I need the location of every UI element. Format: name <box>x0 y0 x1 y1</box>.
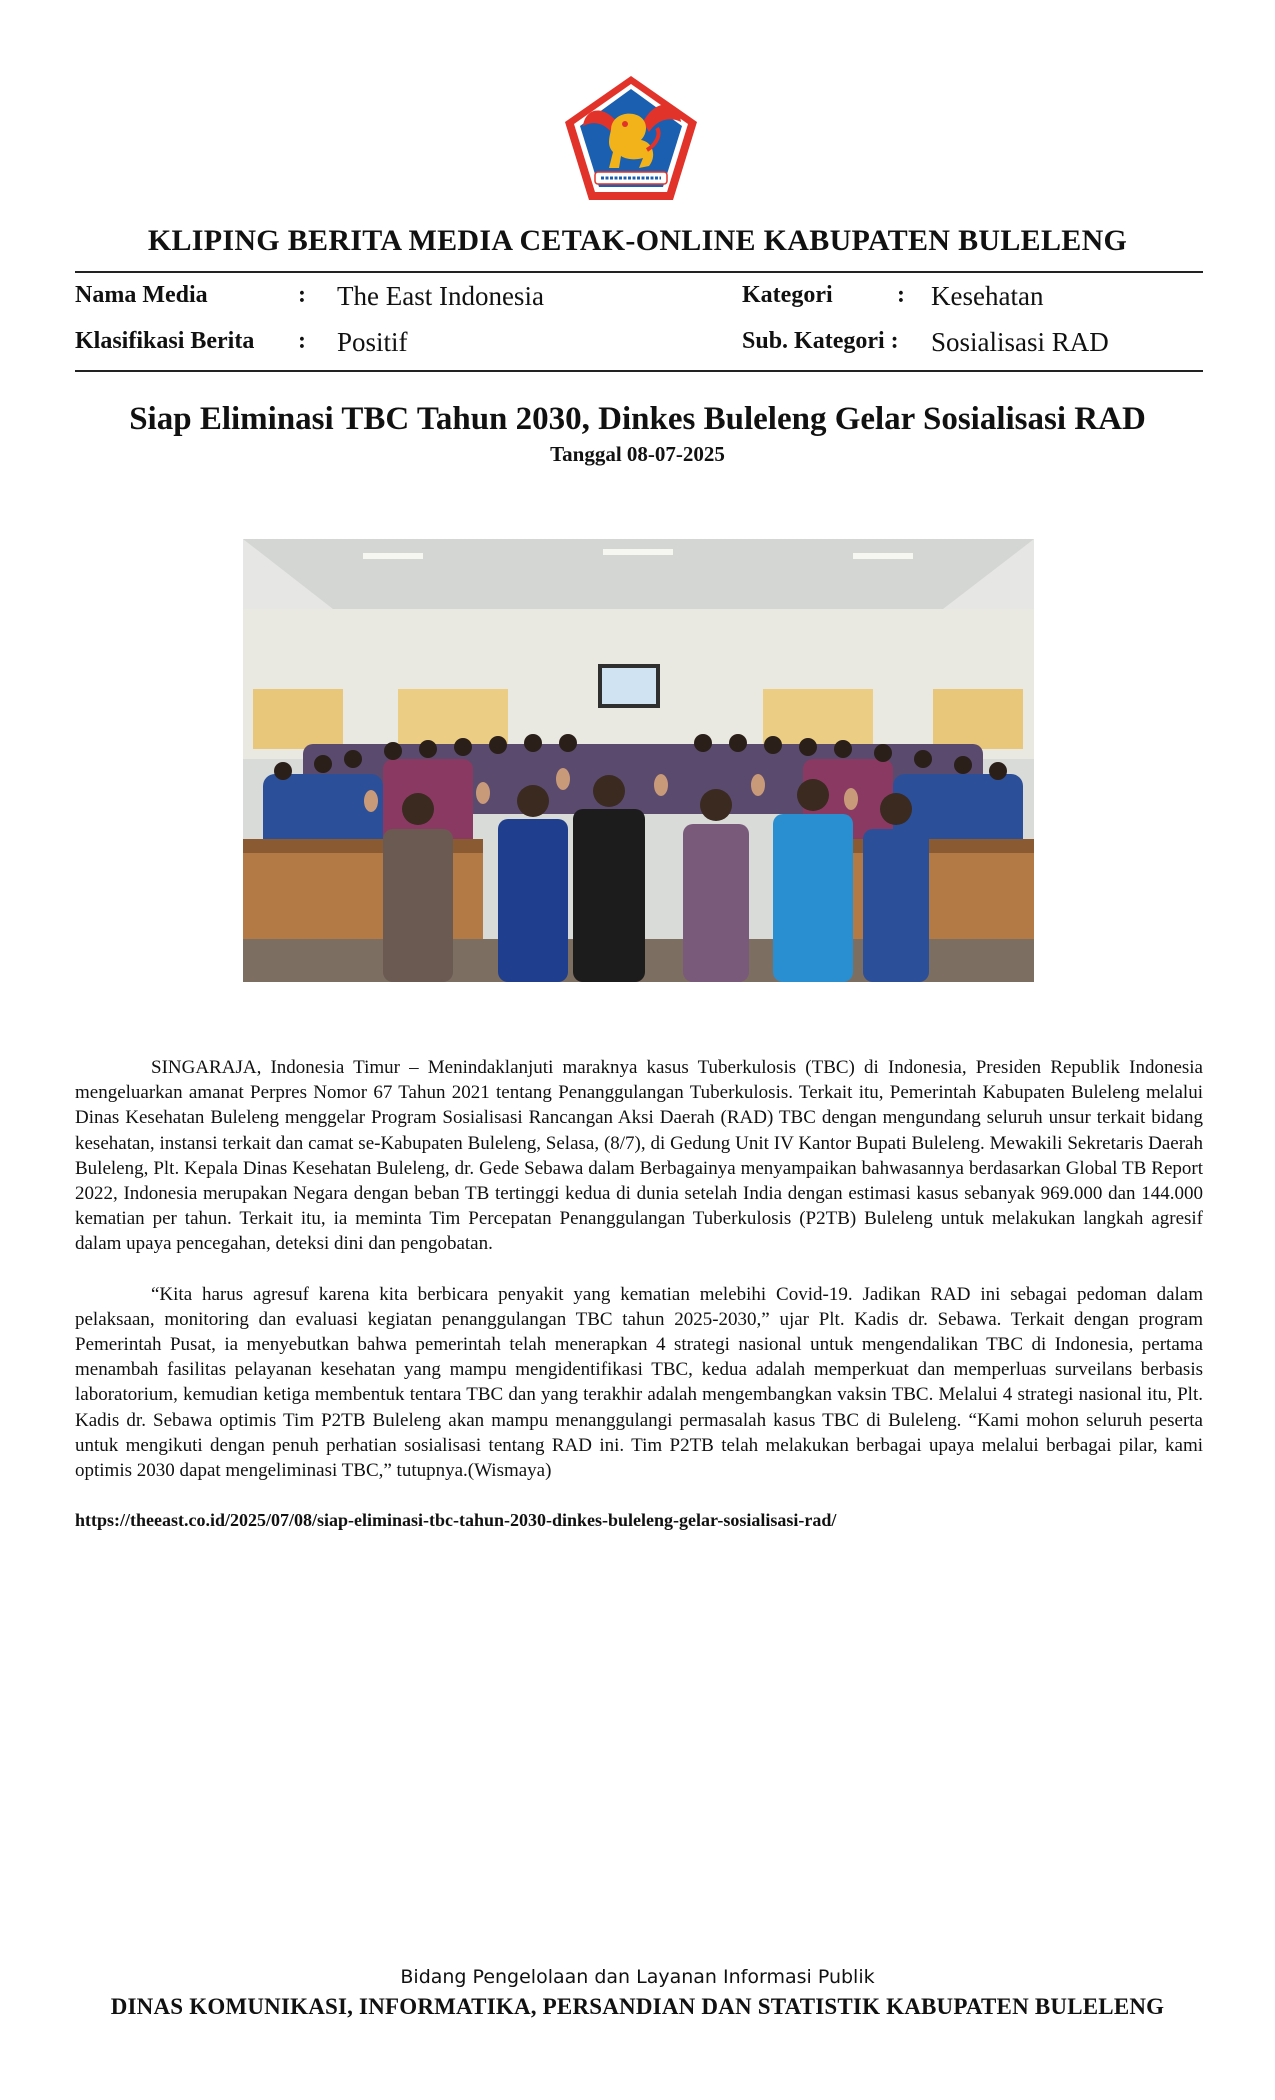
article-photo <box>243 539 1034 982</box>
kategori-value: Kesehatan <box>931 281 1044 311</box>
meta-row-media <box>75 278 1203 314</box>
article-date: Tanggal 08-07-2025 <box>550 442 725 466</box>
klasifikasi-value: Positif <box>337 327 408 357</box>
kategori-colon: : <box>897 282 905 308</box>
klasifikasi-colon: : <box>298 328 306 354</box>
group-photo-illustration <box>243 539 1034 982</box>
clipping-header-title: KLIPING BERITA MEDIA CETAK-ONLINE KABUPATEN BULELENG <box>147 224 1128 257</box>
media-colon: : <box>298 282 306 308</box>
subkategori-value: Sosialisasi RAD <box>931 327 1109 357</box>
footer-agency: DINAS KOMUNIKASI, INFORMATIKA, PERSANDIAN DAN STATISTIK KABUPATEN BULELENG <box>110 1994 1165 2019</box>
header-divider-top <box>75 271 1203 273</box>
subkategori-label: Sub. Kategori : <box>742 328 899 354</box>
header-divider-bottom <box>75 370 1203 372</box>
footer-division: Bidang Pengelolaan dan Layanan Informasi Publik <box>400 1966 875 1988</box>
media-value: The East Indonesia <box>337 281 544 311</box>
coat-of-arms-icon <box>561 72 701 204</box>
article-paragraph-2: “Kita harus agresuf karena kita berbicara penyakit yang kematian melebihi Covid-19. Jadikan RAD ini sebagai pedoman dalam pelaksaan, monitoring dan evaluasi kegiatan penanggulangan TBC tahun 2025-2030,” ujar Plt. Kadis dr. Sebawa. Terkait dengan program Pemerintah Pusat, ia menyebutkan bahwa pemerintah telah menerapkan 4 strategi nasional untuk mengendalikan TBC di Indonesia, pertama menambah fasilitas pelayanan kesehatan yang mampu mengidentifikasi TBC, kedua adalah memperkuat dan memperluas surveilans berbasis laboratorium, kemudian ketiga membentuk tentara TBC dan yang terakhir adalah mengembangkan vaksin TBC. Melalui 4 strategi nasional itu, Plt. Kadis dr. Sebawa optimis Tim P2TB Buleleng akan mampu menanggulangi permasalah kasus TBC di Buleleng. “Kami mohon seluruh peserta untuk mengikuti dengan penuh perhatian sosialisasi tentang RAD ini. Tim P2TB telah melakukan berbagai upaya melalui berbagai pilar, kami optimis 2030 dapat mengeliminasi TBC,” tutupnya.(Wismaya) <box>75 1283 1203 1482</box>
media-label: Nama Media <box>75 282 208 308</box>
source-link[interactable]: https://theeast.co.id/2025/07/08/siap-eliminasi-tbc-tahun-2030-dinkes-buleleng-gelar-sosialisasi-rad/ <box>75 1510 837 1530</box>
kategori-label: Kategori <box>742 282 833 308</box>
klasifikasi-label: Klasifikasi Berita <box>75 328 255 354</box>
article-title: Siap Eliminasi TBC Tahun 2030, Dinkes Buleleng Gelar Sosialisasi RAD <box>129 401 1146 437</box>
kabupaten-buleleng-logo <box>561 72 701 204</box>
article-paragraph-1: SINGARAJA, Indonesia Timur – Menindaklanjuti maraknya kasus Tuberkulosis (TBC) di Indonesia, Presiden Republik Indonesia mengeluarkan amanat Perpres Nomor 67 Tahun 2021 tentang Penanggulangan Tuberkulosis. Terkait itu, Pemerintah Kabupaten Buleleng melalui Dinas Kesehatan Buleleng menggelar Program Sosialisasi Rancangan Aksi Daerah (RAD) TBC dengan mengundang seluruh unsur terkait bidang kesehatan, instansi terkait dan camat se-Kabupaten Buleleng, Selasa, (8/7), di Gedung Unit IV Kantor Bupati Buleleng. Mewakili Sekretaris Daerah Buleleng, Plt. Kepala Dinas Kesehatan Buleleng, dr. Gede Sebawa dalam Berbagainya menyampaikan bahwasannya berdasarkan Global TB Report 2022, Indonesia merupakan Negara dengan beban TB tertinggi kedua di dunia setelah India dengan estimasi kasus sebanyak 969.000 dan 144.000 kematian per tahun. Terkait itu, ia meminta Tim Percepatan Penanggulangan Tuberkulosis (P2TB) Buleleng untuk melakukan langkah agresif dalam upaya pencegahan, deteksi dini dan pengobatan. <box>75 1057 1203 1255</box>
meta-row-klasifikasi <box>75 324 1203 360</box>
article-body <box>75 1055 1203 1508</box>
